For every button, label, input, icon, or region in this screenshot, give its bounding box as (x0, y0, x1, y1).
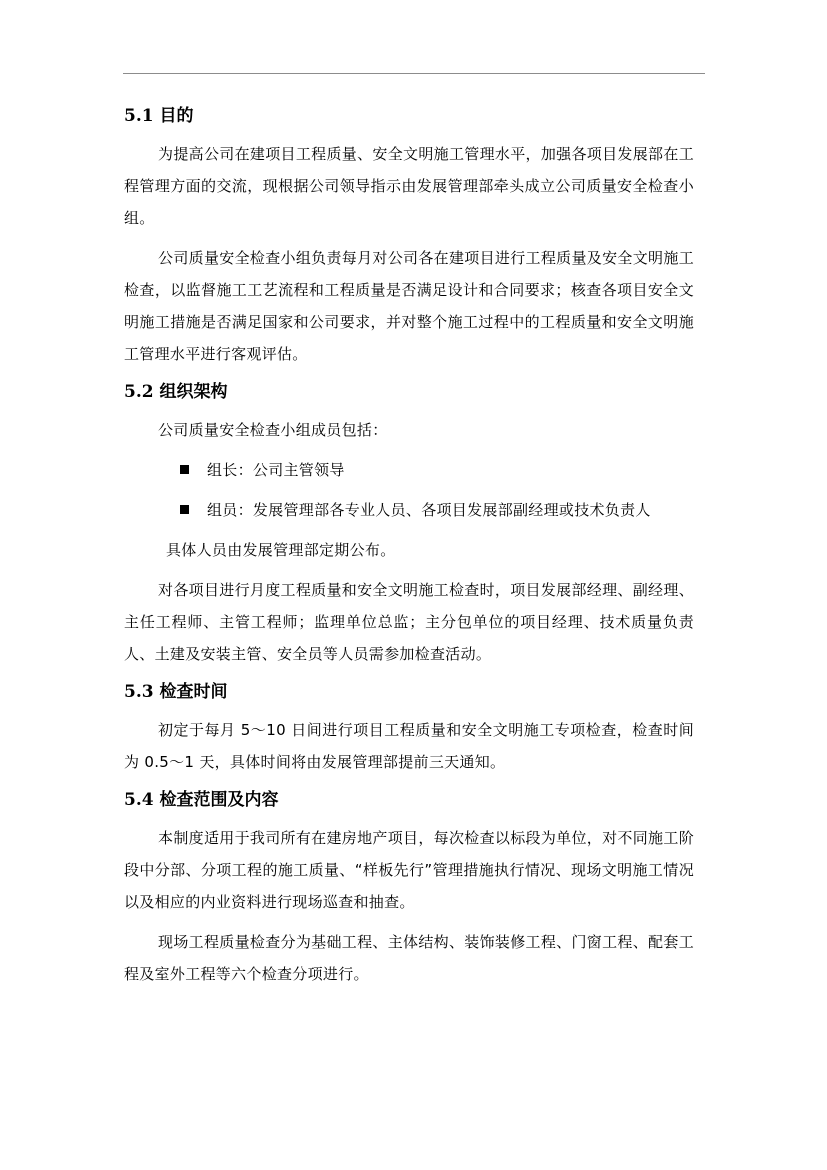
section-heading-5-1: 5.1 目的 (124, 106, 194, 126)
paragraph: 为提高公司在建项目工程质量、安全文明施工管理水平，加强各项目发展部在工程管理方面的交流，现根据公司领导指示由发展管理部牵头成立公司质量安全检查小组。 (124, 145, 694, 227)
paragraph: 本制度适用于我司所有在建房地产项目，每次检查以标段为单位，对不同施工阶段中分部、分项工程的施工质量、“样板先行”管理措施执行情况、现场文明施工情况以及相应的内业资料进行现场巡查和抽查。 (124, 829, 694, 911)
section-heading-5-2: 5.2 组织架构 (124, 382, 228, 402)
paragraph-note: 具体人员由发展管理部定期公布。 (166, 541, 396, 559)
paragraph: 初定于每月 5～10 日间进行项目工程质量和安全文明施工专项检查，检查时间为 0.5～1 天，具体时间将由发展管理部提前三天通知。 (124, 721, 694, 771)
square-bullet-icon (180, 465, 189, 474)
paragraph: 公司质量安全检查小组负责每月对公司各在建项目进行工程质量及安全文明施工检查，以监督施工工艺流程和工程质量是否满足设计和合同要求；核查各项目安全文明施工措施是否满足国家和公司要求，并对整个施工过程中的工程质量和安全文明施工管理水平进行客观评估。 (124, 249, 694, 363)
list-item (124, 494, 694, 526)
section-heading-5-4: 5.4 检查范围及内容 (124, 790, 279, 810)
paragraph: 现场工程质量检查分为基础工程、主体结构、装饰装修工程、门窗工程、配套工程及室外工程等六个检查分项进行。 (124, 933, 694, 983)
list-item-text: 组长：公司主管领导 (207, 461, 345, 479)
paragraph-intro: 公司质量安全检查小组成员包括： (158, 421, 388, 439)
document-body (124, 104, 694, 990)
list-item (124, 454, 694, 486)
list-item-text: 组员：发展管理部各专业人员、各项目发展部副经理或技术负责人 (207, 501, 651, 519)
section-heading-5-3: 5.3 检查时间 (124, 682, 228, 702)
square-bullet-icon (180, 505, 189, 514)
header-rule (123, 73, 705, 74)
paragraph: 对各项目进行月度工程质量和安全文明施工检查时，项目发展部经理、副经理、主任工程师、主管工程师；监理单位总监；主分包单位的项目经理、技术质量负责人、土建及安装主管、安全员等人员需参加检查活动。 (124, 581, 694, 663)
